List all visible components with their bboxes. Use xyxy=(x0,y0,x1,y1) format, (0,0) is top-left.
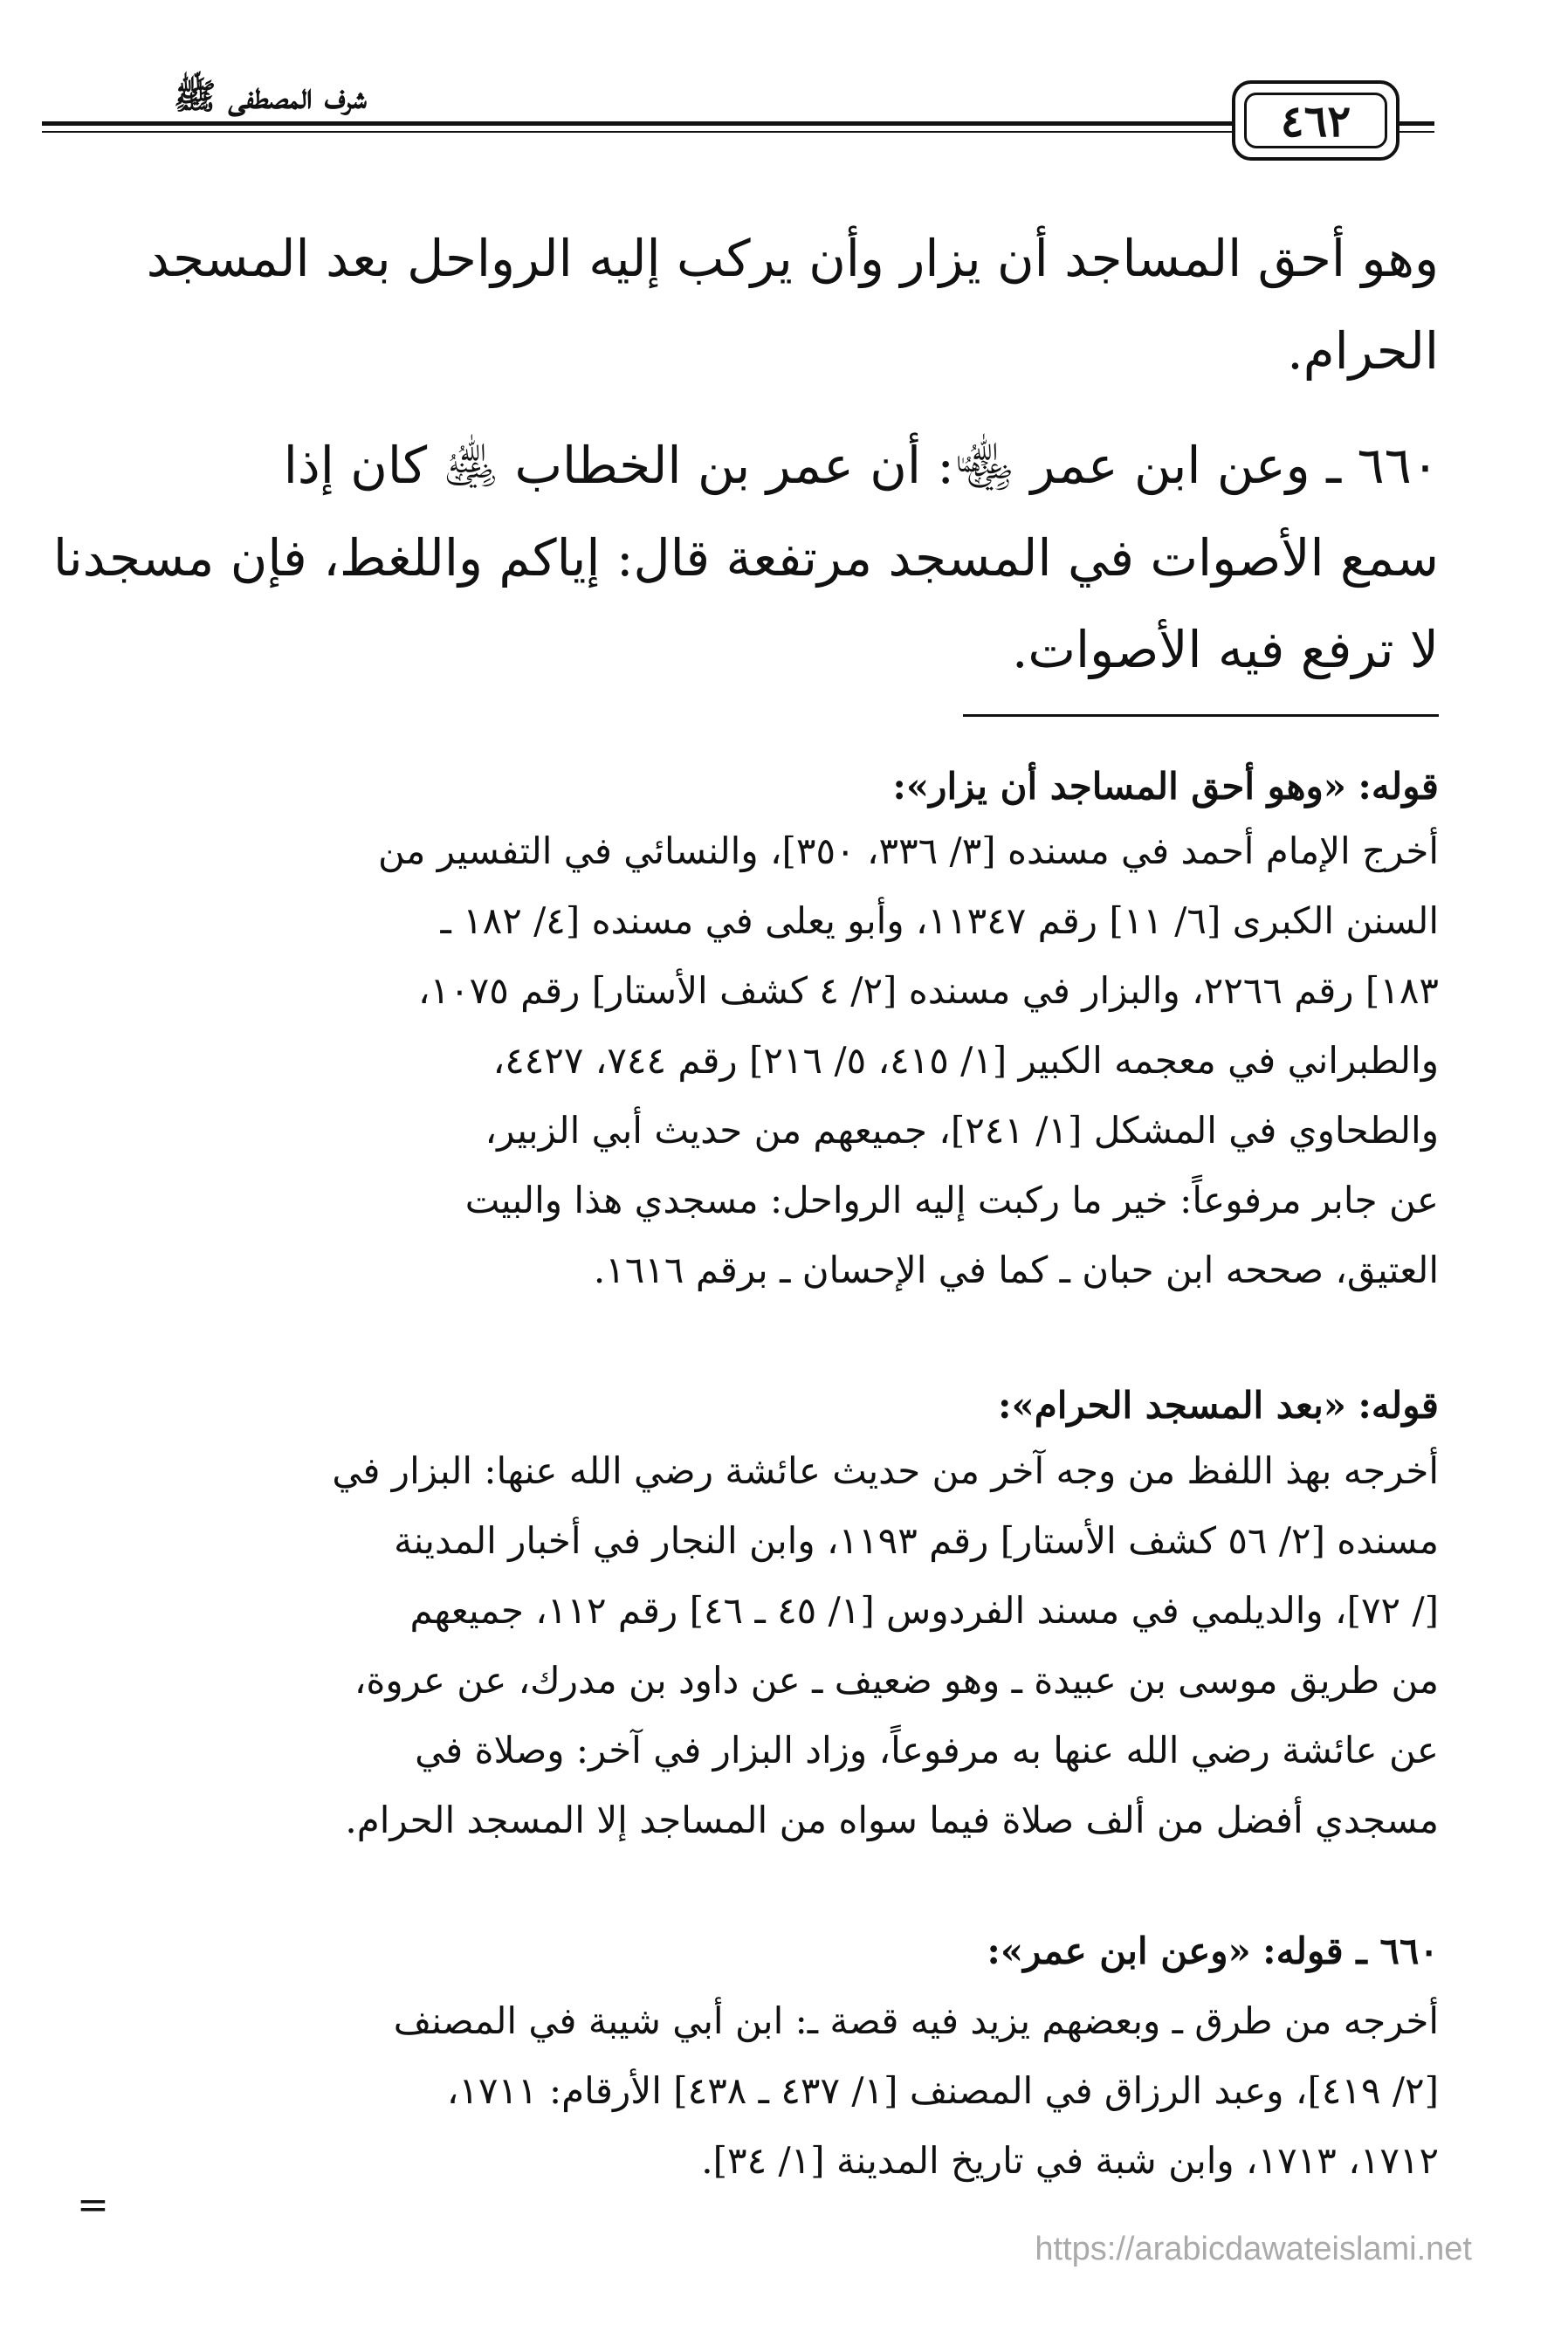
footnote-1-label: قوله: xyxy=(1358,765,1439,808)
footnote-3-line-3: ١٧١٢، ١٧١٣، وابن شبة في تاريخ المدينة [١/ ٣٤]. xyxy=(701,2139,1439,2182)
footnote-2-line-1: أخرجه بهذ اللفظ من وجه آخر من حديث عائشة رضي الله عنها: البزار في xyxy=(332,1449,1439,1492)
watermark-url: https://arabicdawateislami.net xyxy=(1035,2231,1472,2267)
footnote-1-line-3: ١٨٣] رقم ٢٢٦٦، والبزار في مسنده [٢/ ٤ كشف الأستار] رقم ١٠٧٥، xyxy=(417,969,1439,1012)
footnote-1-line-6: عن جابر مرفوعاً: خير ما ركبت إليه الرواحل: مسجدي هذا والبيت xyxy=(464,1179,1439,1221)
footnote-3-heading xyxy=(112,1930,1439,1972)
footnote-1-heading xyxy=(112,765,1439,808)
footnote-2-line-6: مسجدي أفضل من ألف صلاة فيما سواه من المساجد إلا المسجد الحرام. xyxy=(345,1799,1439,1841)
hadith-line-2: سمع الأصوات في المسجد مرتفعة قال: إياكم واللغط، فإن مسجدنا xyxy=(52,528,1439,588)
footnote-3-quote: «وعن ابن عمر»: xyxy=(987,1930,1251,1972)
footnote-2-heading xyxy=(112,1384,1439,1427)
footnote-2-line-4: من طريق موسى بن عبيدة ـ وهو ضعيف ـ عن داود بن مدرك، عن عروة، xyxy=(354,1659,1439,1702)
footnote-3-line-1: أخرجه من طرق ـ وبعضهم يزيد فيه قصة ـ: ابن أبي شيبة في المصنف xyxy=(393,1999,1439,2042)
continuation-mark: = xyxy=(77,2183,109,2227)
running-title: شرف المصطفى ﷺ xyxy=(174,76,367,117)
footnote-2-line-5: عن عائشة رضي الله عنها به مرفوعاً، وزاد البزار في آخر: وصلاة في xyxy=(415,1729,1439,1771)
header-rule-right-thin xyxy=(1400,131,1434,133)
footnote-separator xyxy=(963,714,1439,717)
footnote-1-line-5: والطحاوي في المشكل [١/ ٢٤١]، جميعهم من حديث أبي الزبير، xyxy=(485,1109,1439,1152)
page-number: ٤٦٢ xyxy=(1244,93,1387,148)
footnote-3-line-2: [٢/ ٤١٩]، وعبد الرزاق في المصنف [١/ ٤٣٧ ـ ٤٣٨] الأرقام: ١٧١١، xyxy=(446,2069,1439,2112)
footnote-1-line-7: العتيق، صححه ابن حبان ـ كما في الإحسان ـ برقم ١٦١٦. xyxy=(593,1249,1439,1291)
main-line-1: وهو أحق المساجد أن يزار وأن يركب إليه الرواحل بعد المسجد xyxy=(146,229,1439,288)
footnote-1-quote: «وهو أحق المساجد أن يزار»: xyxy=(892,765,1347,808)
footnote-2-line-2: مسنده [٢/ ٥٦ كشف الأستار] رقم ١١٩٣، وابن النجار في أخبار المدينة xyxy=(394,1519,1439,1562)
footnote-2-quote: «بعد المسجد الحرام»: xyxy=(998,1384,1347,1427)
footnote-1-line-2: السنن الكبرى [٦/ ١١] رقم ١١٣٤٧، وأبو يعلى في مسنده [٤/ ١٨٢ ـ xyxy=(440,899,1439,942)
header-rule-left xyxy=(42,121,1232,126)
footnote-1-line-1: أخرج الإمام أحمد في مسنده [٣/ ٣٣٦، ٣٥٠]، والنسائي في التفسير من xyxy=(377,829,1439,872)
footnote-2-line-3: [/ ٧٢]، والديلمي في مسند الفردوس [١/ ٤٥ ـ ٤٦] رقم ١١٢، جميعهم xyxy=(409,1589,1439,1632)
footnote-1-line-4: والطبراني في معجمه الكبير [١/ ٤١٥، ٥/ ٢١٦] رقم ٧٤٤، ٤٤٢٧، xyxy=(492,1039,1439,1082)
header-rule-right xyxy=(1400,121,1434,126)
page-number-frame xyxy=(1232,80,1400,161)
hadith-line-1: ٦٦٠ ـ وعن ابن عمر ﵄: أن عمر بن الخطاب ﵁ كان إذا xyxy=(283,436,1439,495)
hadith-line-3: لا ترفع فيه الأصوات. xyxy=(1011,620,1439,679)
footnote-2-label: قوله: xyxy=(1358,1384,1439,1427)
main-line-2: الحرام. xyxy=(1287,321,1439,381)
footnote-3-label: ٦٦٠ ـ قوله: xyxy=(1262,1930,1439,1972)
header-rule-left-thin xyxy=(42,131,1232,133)
